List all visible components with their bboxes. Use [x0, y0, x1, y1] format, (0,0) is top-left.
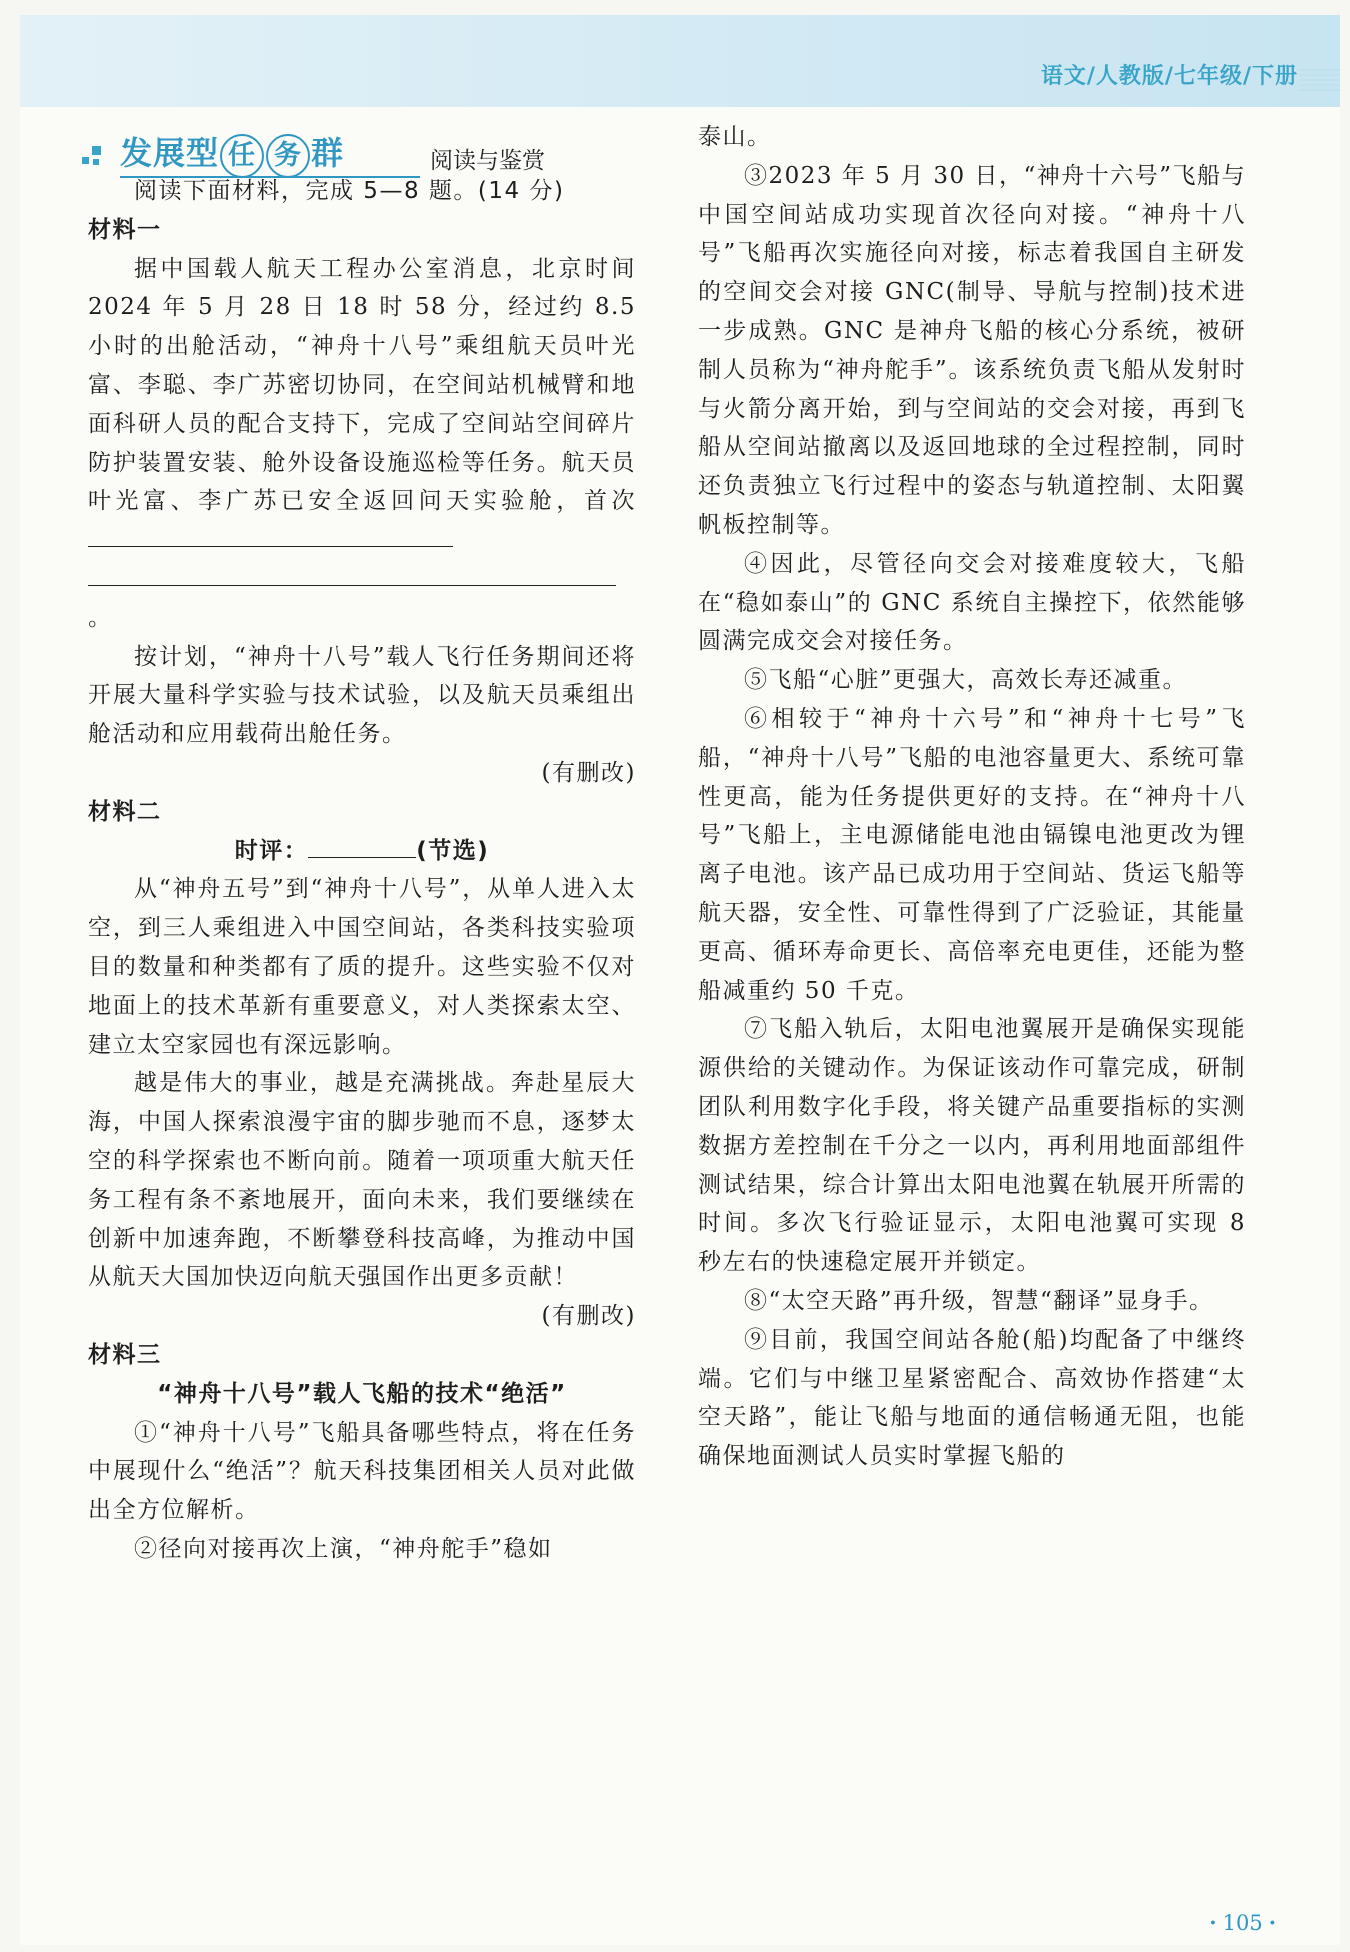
decorative-lines — [1300, 69, 1340, 91]
material3-paragraph: ⑨目前，我国空间站各舱(船)均配备了中继终端。它们与中继卫星紧密配合、高效协作搭建“太空天路”，能让飞船与地面的通信畅通无阻，也能确保地面测试人员实时掌握飞船的 — [698, 1326, 1246, 1470]
material2-paragraph: 越是伟大的事业，越是充满挑战。奔赴星辰大海，中国人探索浪漫宇宙的脚步驰而不息，逐梦太空的科学探索也不断向前。随着一项项重大航天任务工程有条不紊地展开，面向未来，我们要继续在创新中加速奔跑，不断攀登科技高峰，为推动中国从航天大国加快迈向航天强国作出更多贡献！ — [88, 1070, 636, 1291]
section-header — [68, 128, 668, 174]
attribution: (有删改) — [541, 1303, 636, 1330]
instruction: 阅读下面材料，完成 5—8 题。(14 分) — [134, 178, 565, 204]
title-suffix: (节选) — [416, 837, 490, 864]
material3-paragraph: ⑤飞船“心脏”更强大，高效长寿还减重。 — [744, 667, 1188, 694]
page-number-text: 105 — [1222, 1911, 1263, 1935]
answer-blank[interactable] — [88, 560, 616, 586]
material3-paragraph: ②径向对接再次上演，“神舟舵手”稳如 — [134, 1535, 553, 1562]
material3-paragraph: ⑧“太空天路”再升级，智慧“翻译”显身手。 — [744, 1287, 1214, 1314]
section-subtitle: 阅读与鉴赏 — [430, 148, 545, 174]
answer-blank[interactable] — [88, 521, 453, 547]
material1-paragraph: 按计划，“神舟十八号”载人飞行任务期间还将开展大量科学实验与技术试验，以及航天员乘组出舱活动和应用载荷出舱任务。 — [88, 643, 636, 748]
squares-icon — [82, 146, 108, 170]
circled-char: 任 — [220, 134, 264, 178]
material3-paragraph: ④因此，尽管径向交会对接难度较大，飞船在“稳如泰山”的 GNC 系统自主操控下，依然能够圆满完成交会对接任务。 — [698, 550, 1246, 655]
material1-blank-line — [88, 560, 636, 638]
title-prefix: 时评： — [234, 837, 309, 864]
material3-continuation: 泰山。 — [698, 124, 772, 150]
circled-char: 务 — [266, 134, 310, 178]
section-title-suffix: 群 — [311, 134, 345, 172]
material3-title: “神舟十八号”载人飞船的技术“绝活” — [157, 1380, 567, 1407]
series-label: 语文/人教版/七年级/下册 — [1040, 64, 1298, 89]
material3-paragraph: ⑥相较于“神舟十六号”和“神舟十七号”飞船，“神舟十八号”飞船的电池容量更大、系统可靠性更高，能为任务提供更好的支持。在“神舟十八号”飞船上，主电源储能电池由镉镍电池更改为锂离子电池。该产品已成功用于空间站、货运飞船等航天器，安全性、可靠性得到了广泛验证，其能量更高、循环寿命更长、高倍率充电更佳，还能为整船减重约 50 千克。 — [698, 705, 1246, 1004]
left-column — [88, 172, 636, 1569]
right-column — [698, 118, 1246, 1476]
material1-text: 据中国载人航天工程办公室消息，北京时间 2024 年 5 月 28 日 18 时 58 分，经过约 8.5 小时的出舱活动，“神舟十八号”乘组航天员叶光富、李聪、李广苏密切协同，在空间站机械臂和地面科研人员的配合支持下，完成了空间站空间碎片防护装置安装、舱外设备设施巡检等任务。航天员叶光富、李广苏已安全返回问天实验舱，首次 — [88, 255, 636, 515]
period: 。 — [88, 604, 113, 631]
material3-paragraph: ①“神舟十八号”飞船具备哪些特点，将在任务中展现什么“绝活”？航天科技集团相关人员对此做出全方位解析。 — [88, 1419, 636, 1524]
material3-label: 材料三 — [88, 1341, 162, 1368]
material2-label: 材料二 — [88, 798, 162, 825]
attribution: (有删改) — [541, 759, 636, 786]
page-number: · 105 · — [1209, 1910, 1276, 1935]
material3-paragraph: ⑦飞船入轨后，太阳电池翼展开是确保实现能源供给的关键动作。为保证该动作可靠完成，研制团队利用数字化手段，将关键产品重要指标的实测数据方差控制在千分之一以内，再利用地面部组件测试结果，综合计算出太阳电池翼在轨展开所需的时间。多次飞行验证显示，太阳电池翼可实现 8 秒左右的快速稳定展开并锁定。 — [698, 1016, 1246, 1276]
material2-paragraph: 从“神舟五号”到“神舟十八号”，从单人进入太空，到三人乘组进入中国空间站，各类科技实验项目的数量和种类都有了质的提升。这些实验不仅对地面上的技术革新有重要意义，对人类探索太空、建立太空家园也有深远影响。 — [88, 876, 636, 1058]
title-blank[interactable] — [308, 835, 416, 858]
section-title — [120, 128, 344, 178]
material1-paragraph — [88, 250, 636, 560]
material1-label: 材料一 — [88, 216, 162, 243]
section-title-prefix: 发展型 — [120, 134, 220, 172]
material2-title — [88, 832, 636, 871]
material3-paragraph: ③2023 年 5 月 30 日，“神舟十六号”飞船与中国空间站成功实现首次径向对接。“神舟十八号”飞船再次实施径向对接，标志着我国自主研发的空间交会对接 GNC(制导、导航与控制)技术进一步成熟。GNC 是神舟飞船的核心分系统，被研制人员称为“神舟舵手”。该系统负责飞船从发射时与火箭分离开始，到与空间站的交会对接，再到飞船从空间站撤离以及返回地球的全过程控制，同时还负责独立飞行过程中的姿态与轨道控制、太阳翼帆板控制等。 — [698, 162, 1247, 538]
